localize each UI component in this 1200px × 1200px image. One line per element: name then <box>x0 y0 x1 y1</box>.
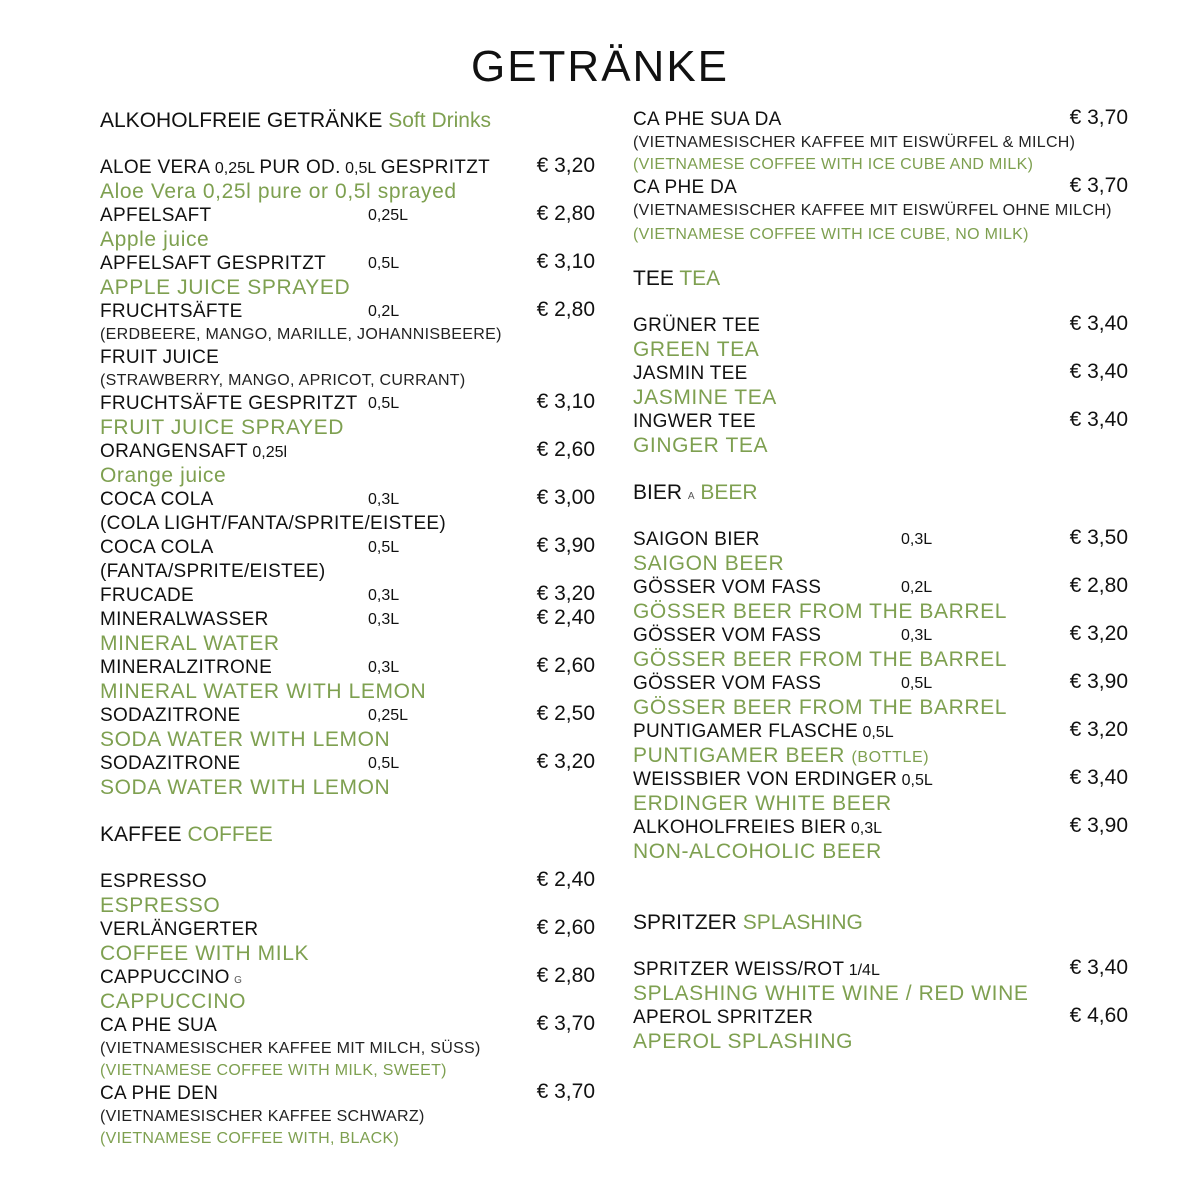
price: € 3,90 <box>1069 670 1128 693</box>
price: € 2,80 <box>1069 574 1128 597</box>
menu-item-cappuccino: CAPPUCCINO G € 2,80 <box>100 964 595 988</box>
item-translation: GÖSSER BEER FROM THE BARREL <box>633 600 1008 623</box>
section-title-de: TEE <box>633 267 674 290</box>
price: € 2,80 <box>536 298 595 321</box>
menu-item-sodazitrone-025: SODAZITRONE 0,25L € 2,50 <box>100 702 595 726</box>
menu-item-alkoholfreies-bier: ALKOHOLFREIES BIER 0,3L € 3,90 <box>633 814 1128 838</box>
item-note-en: (VIETNAMESE COFFEE WITH ICE CUBE AND MILK) <box>633 156 1034 173</box>
price: € 3,20 <box>536 750 595 773</box>
price: € 3,70 <box>536 1012 595 1035</box>
price: € 2,50 <box>536 702 595 725</box>
item-translation: GREEN TEA <box>633 338 760 361</box>
price: € 3,40 <box>1069 766 1128 789</box>
section-title-en: Soft Drinks <box>388 109 491 132</box>
menu-item-aloe-vera: ALOE VERA 0,25L PUR OD. 0,5L GESPRITZT € 3,20 <box>100 154 595 178</box>
price: € 3,90 <box>1069 814 1128 837</box>
menu-item-puntigamer: PUNTIGAMER FLASCHE 0,5L € 3,20 <box>633 718 1128 742</box>
menu-item-fruchtsaefte: FRUCHTSÄFTE 0,2L € 2,80 <box>100 298 595 322</box>
item-note: (VIETNAMESISCHER KAFFEE MIT MILCH, SÜSS) <box>100 1040 481 1057</box>
item-translation: GINGER TEA <box>633 434 769 457</box>
menu-item-fruchtsaefte-gespritzt: FRUCHTSÄFTE GESPRITZT 0,5L € 3,10 <box>100 390 595 414</box>
item-note: (VIETNAMESISCHER KAFFEE SCHWARZ) <box>100 1108 425 1125</box>
item-translation: CAPPUCCINO <box>100 990 247 1013</box>
price: € 3,00 <box>536 486 595 509</box>
menu-item-spritzer-weiss-rot: SPRITZER WEISS/ROT 1/4L € 3,40 <box>633 956 1128 980</box>
price: € 3,40 <box>1069 360 1128 383</box>
price: € 3,90 <box>536 534 595 557</box>
price: € 2,80 <box>536 202 595 225</box>
menu-item-ca-phe-da: CA PHE DA € 3,70 <box>633 174 1128 198</box>
item-note-en: (STRAWBERRY, MANGO, APRICOT, CURRANT) <box>100 372 466 389</box>
price: € 2,60 <box>536 654 595 677</box>
section-soft-drinks <box>100 108 595 134</box>
item-translation: PUNTIGAMER BEER (BOTTLE) <box>633 744 930 767</box>
section-tea <box>633 266 1128 292</box>
item-translation: ESPRESSO <box>100 894 221 917</box>
item-en-name: FRUIT JUICE <box>100 347 220 368</box>
price: € 3,10 <box>536 390 595 413</box>
left-column <box>100 108 595 1150</box>
menu-item-ingwer-tee: INGWER TEE € 3,40 <box>633 408 1128 432</box>
section-title-en: TEA <box>679 267 721 290</box>
item-note: (ERDBEERE, MANGO, MARILLE, JOHANNISBEERE) <box>100 326 502 343</box>
menu-item-mineralwasser: MINERALWASSER 0,3L € 2,40 <box>100 606 595 630</box>
section-title-en: BEER <box>700 481 758 504</box>
item-translation: COFFEE WITH MILK <box>100 942 310 965</box>
section-beer <box>633 480 1128 506</box>
menu-item-sodazitrone-05: SODAZITRONE 0,5L € 3,20 <box>100 750 595 774</box>
menu-item-ca-phe-den: CA PHE DEN € 3,70 <box>100 1080 595 1104</box>
price: € 2,60 <box>536 916 595 939</box>
price: € 3,40 <box>1069 956 1128 979</box>
price: € 2,80 <box>536 964 595 987</box>
item-translation: APPLE JUICE SPRAYED <box>100 276 351 299</box>
menu-item-verlaengerter: VERLÄNGERTER € 2,60 <box>100 916 595 940</box>
menu-item-aperol-spritzer: APEROL SPRITZER € 4,60 <box>633 1004 1128 1028</box>
section-title-de: ALKOHOLFREIE GETRÄNKE <box>100 109 383 132</box>
price: € 3,70 <box>536 1080 595 1103</box>
section-title-de: SPRITZER <box>633 911 737 934</box>
item-translation: JASMINE TEA <box>633 386 777 409</box>
price: € 3,70 <box>1069 174 1128 197</box>
item-note-en: (VIETNAMESE COFFEE WITH MILK, SWEET) <box>100 1062 447 1079</box>
item-translation: MINERAL WATER WITH LEMON <box>100 680 427 703</box>
price: € 2,40 <box>536 868 595 891</box>
item-translation: SAIGON BEER <box>633 552 785 575</box>
menu-item-gruener-tee: GRÜNER TEE € 3,40 <box>633 312 1128 336</box>
item-translation: SPLASHING WHITE WINE / RED WINE <box>633 982 1029 1005</box>
item-note-en: (VIETNAMESE COFFEE WITH ICE CUBE, NO MILK) <box>633 226 1029 243</box>
menu-item-frucade: FRUCADE 0,3L € 3,20 <box>100 582 595 606</box>
menu-item-apfelsaft-gespritzt: APFELSAFT GESPRITZT 0,5L € 3,10 <box>100 250 595 274</box>
menu-item-weissbier: WEISSBIER VON ERDINGER 0,5L € 3,40 <box>633 766 1128 790</box>
section-title-en: COFFEE <box>187 823 273 846</box>
item-note: (VIETNAMESISCHER KAFFEE MIT EISWÜRFEL & MILCH) <box>633 134 1076 151</box>
menu-item-espresso: ESPRESSO € 2,40 <box>100 868 595 892</box>
item-note: (VIETNAMESISCHER KAFFEE MIT EISWÜRFEL OHNE MILCH) <box>633 202 1112 219</box>
menu-item-coca-cola-05: COCA COLA 0,5L € 3,90 <box>100 534 595 558</box>
item-translation: APEROL SPLASHING <box>633 1030 854 1053</box>
section-title-de: KAFFEE <box>100 823 182 846</box>
price: € 3,50 <box>1069 526 1128 549</box>
price: € 3,20 <box>536 582 595 605</box>
item-translation: GÖSSER BEER FROM THE BARREL <box>633 696 1008 719</box>
page-title: GETRÄNKE <box>470 42 730 91</box>
item-translation: GÖSSER BEER FROM THE BARREL <box>633 648 1008 671</box>
item-translation: NON-ALCOHOLIC BEER <box>633 840 882 863</box>
allergen-code: G <box>234 975 242 986</box>
item-translation: SODA WATER WITH LEMON <box>100 728 391 751</box>
section-coffee <box>100 822 595 848</box>
price: € 3,20 <box>1069 622 1128 645</box>
price: € 4,60 <box>1069 1004 1128 1027</box>
price: € 3,40 <box>1069 408 1128 431</box>
item-translation: FRUIT JUICE SPRAYED <box>100 416 344 439</box>
section-title-de: BIER <box>633 481 683 504</box>
menu-item-apfelsaft: APFELSAFT 0,25L € 2,80 <box>100 202 595 226</box>
item-translation: Apple juice <box>100 228 210 251</box>
price: € 3,70 <box>1069 106 1128 129</box>
item-translation: Orange juice <box>100 464 227 487</box>
section-title-en: SPLASHING <box>742 911 863 934</box>
item-translation: ERDINGER WHITE BEER <box>633 792 892 815</box>
price: € 2,60 <box>536 438 595 461</box>
menu-item-saigon-bier: SAIGON BIER 0,3L € 3,50 <box>633 526 1128 550</box>
item-note: (FANTA/SPRITE/EISTEE) <box>100 561 326 582</box>
menu-item-coca-cola-03: COCA COLA 0,3L € 3,00 <box>100 486 595 510</box>
menu-item-goesser-03: GÖSSER VOM FASS 0,3L € 3,20 <box>633 622 1128 646</box>
item-note-en: (VIETNAMESE COFFEE WITH, BLACK) <box>100 1130 400 1147</box>
menu-item-ca-phe-sua: CA PHE SUA € 3,70 <box>100 1012 595 1036</box>
item-translation: Aloe Vera 0,25l pure or 0,5l sprayed <box>100 180 457 203</box>
item-translation: SODA WATER WITH LEMON <box>100 776 391 799</box>
price: € 2,40 <box>536 606 595 629</box>
price: € 3,20 <box>1069 718 1128 741</box>
menu-item-goesser-02: GÖSSER VOM FASS 0,2L € 2,80 <box>633 574 1128 598</box>
menu-item-ca-phe-sua-da: CA PHE SUA DA € 3,70 <box>633 106 1128 130</box>
allergen-code: A <box>687 491 695 502</box>
menu-item-goesser-05: GÖSSER VOM FASS 0,5L € 3,90 <box>633 670 1128 694</box>
right-column <box>633 108 1128 1054</box>
price: € 3,20 <box>536 154 595 177</box>
menu-item-orangensaft: ORANGENSAFT 0,25l € 2,60 <box>100 438 595 462</box>
menu-item-jasmin-tee: JASMIN TEE € 3,40 <box>633 360 1128 384</box>
item-note: (COLA LIGHT/FANTA/SPRITE/EISTEE) <box>100 513 447 534</box>
section-spritzer <box>633 910 1128 936</box>
price: € 3,40 <box>1069 312 1128 335</box>
item-translation: MINERAL WATER <box>100 632 280 655</box>
menu-item-mineralzitrone: MINERALZITRONE 0,3L € 2,60 <box>100 654 595 678</box>
price: € 3,10 <box>536 250 595 273</box>
